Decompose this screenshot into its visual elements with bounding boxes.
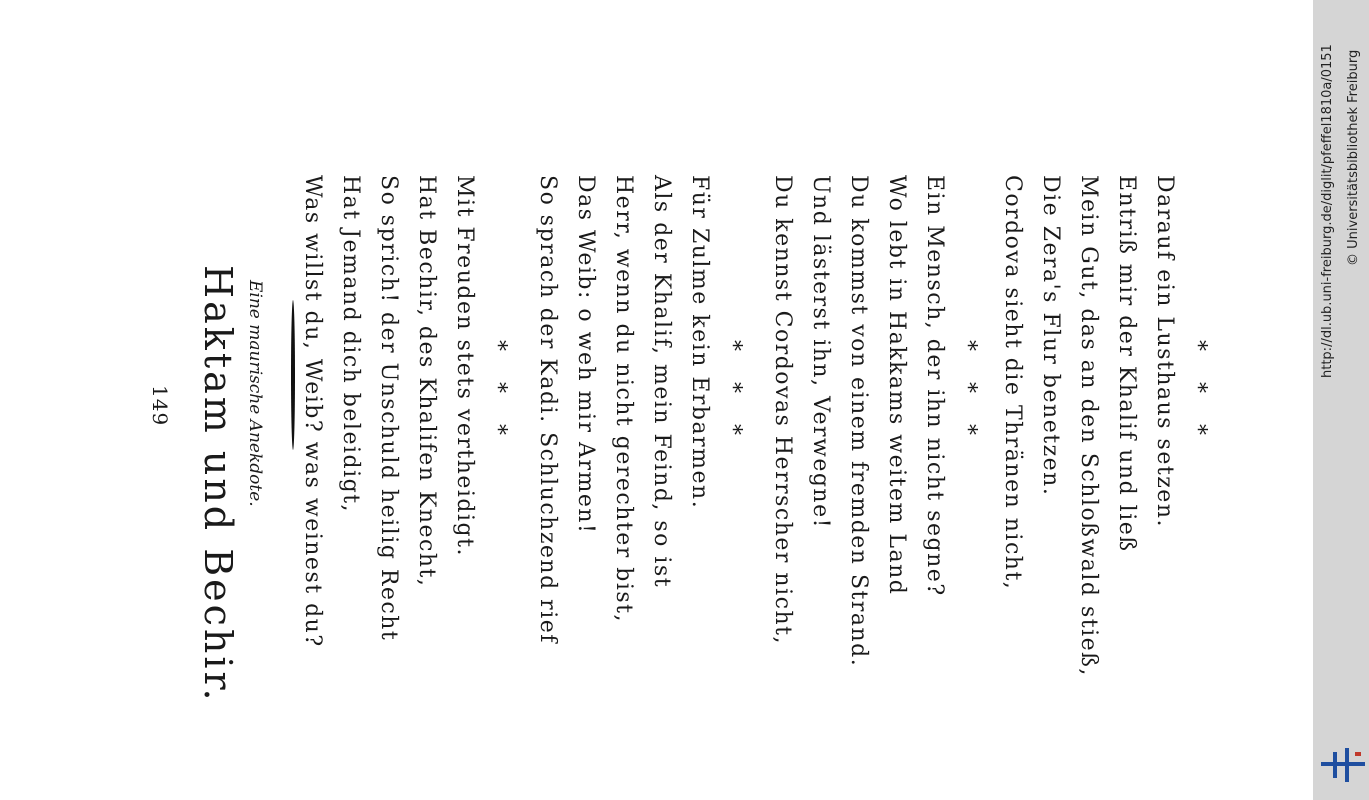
- poem-line: So sprich! der Unschuld heilig Recht: [376, 175, 401, 642]
- poem-line: Wo lebt in Hakkams weitem Land: [884, 175, 909, 596]
- poem-line: Für Zulme kein Erbarmen.: [687, 175, 712, 510]
- poem-line: Cordova sieht die Thränen nicht,: [1000, 175, 1025, 591]
- logo-bar-right: [1345, 748, 1349, 782]
- poem-line: Ein Mensch, der ihn nicht segne?: [922, 175, 947, 597]
- poem-line: Entriß mir der Khalif und ließ: [1114, 175, 1139, 553]
- poem-line: Hat Jemand dich beleidigt,: [338, 175, 363, 514]
- logo-bar-horizontal: [1321, 762, 1365, 766]
- poem-line: Was willst du, Weib? was weinest du?: [300, 175, 325, 648]
- stanza-separator: * * *: [1185, 340, 1210, 447]
- stanza-separator: * * *: [720, 340, 745, 447]
- logo-accent: [1355, 752, 1361, 756]
- poem-line: Herr, wenn du nicht gerechter bist,: [611, 175, 636, 624]
- poem-line: Du kommst von einem fremden Strand.: [846, 175, 871, 668]
- poem-line: Das Weib: o weh mir Armen!: [573, 175, 598, 535]
- rotated-scan-page: [148, 170, 1300, 704]
- poem-subtitle: Eine maurische Anekdote.: [245, 280, 265, 507]
- poem-title: Haktam und Bechir.: [196, 265, 240, 704]
- stanza-separator: * * *: [955, 340, 980, 447]
- title-divider: [291, 300, 295, 450]
- poem-line: Hat Bechir, des Khalifen Knecht,: [414, 175, 439, 588]
- stanza-separator: * * *: [485, 340, 510, 447]
- poem-line: Als der Khalif, mein Feind, so ist: [649, 175, 674, 589]
- poem-line: Die Zera's Flur benetzen.: [1038, 175, 1063, 497]
- poem-line: Mein Gut, das an den Schloßwald stieß,: [1076, 175, 1101, 677]
- poem-line: Du kennst Cordovas Herrscher nicht,: [770, 175, 795, 645]
- page-number: 149: [148, 385, 172, 427]
- source-url[interactable]: http://dl.ub.uni-freiburg.de/diglit/pfeffel1810a/0151: [1320, 44, 1335, 378]
- poem-line: Mit Freuden stets vertheidigt.: [452, 175, 477, 557]
- poem-line: So sprach der Kadi. Schluchzend rief: [535, 175, 560, 644]
- poem-line: Darauf ein Lusthaus setzen.: [1152, 175, 1177, 528]
- copyright-notice: © Universitätsbibliothek Freiburg: [1346, 49, 1361, 266]
- library-logo-icon[interactable]: [1321, 748, 1365, 782]
- poem-line: Und lästerst ihn, Verwegne!: [808, 175, 833, 529]
- logo-bar-left: [1333, 752, 1337, 778]
